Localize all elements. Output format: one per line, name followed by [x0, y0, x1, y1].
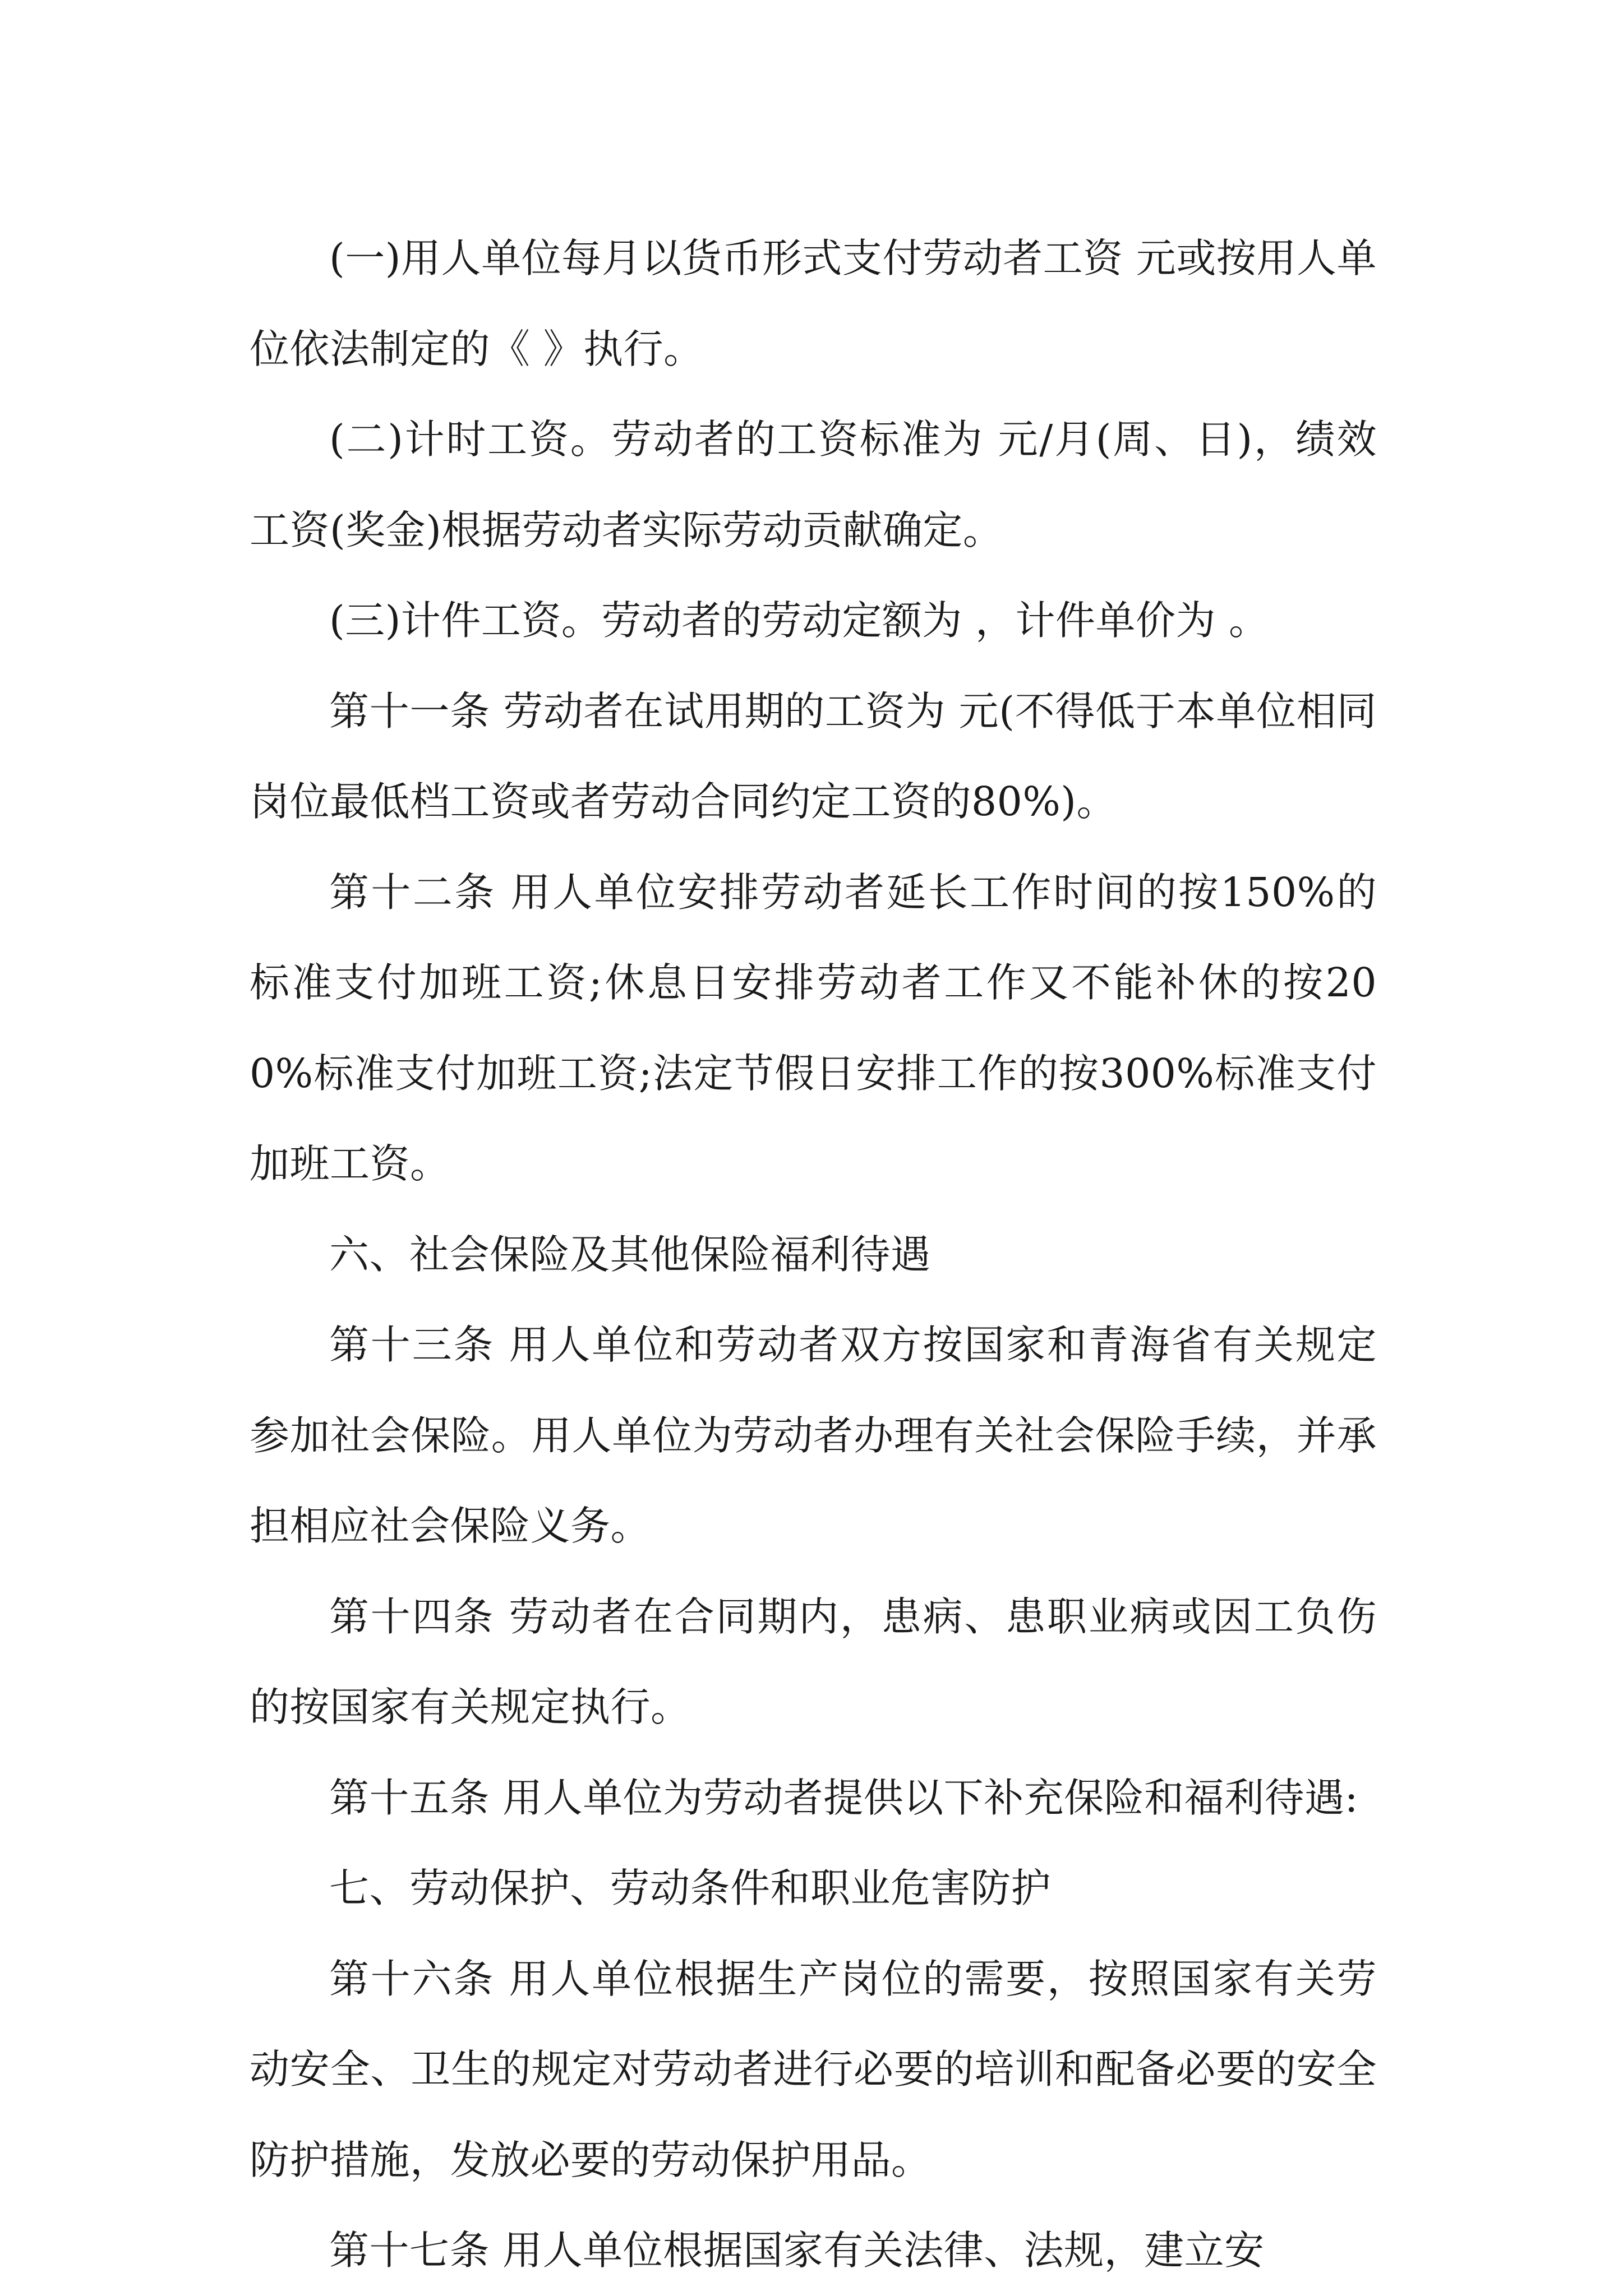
paragraph-time-wage: (二)计时工资。劳动者的工资标准为 元/月(周、日)，绩效工资(奖金)根据劳动者实际劳动贡献确定。: [250, 416, 1377, 553]
paragraph-article-17: 第十七条 用人单位根据国家有关法律、法规，建立安: [329, 2227, 1265, 2274]
section-heading-7: 七、劳动保护、劳动条件和职业危害防护: [329, 1865, 1052, 1911]
section-heading-6: 六、社会保险及其他保险福利待遇: [329, 1231, 931, 1278]
paragraph-article-13: 第十三条 用人单位和劳动者双方按国家和青海省有关规定参加社会保险。用人单位为劳动者办理有关社会保险手续，并承担相应社会保险义务。: [250, 1322, 1377, 1549]
paragraph-article-11: 第十一条 劳动者在试用期的工资为 元(不得低于本单位相同岗位最低档工资或者劳动合同约定工资的80%)。: [250, 687, 1377, 825]
paragraph-article-14: 第十四条 劳动者在合同期内，患病、患职业病或因工负伤的按国家有关规定执行。: [250, 1593, 1377, 1730]
document-body: [250, 213, 1377, 2296]
paragraph-piece-wage: (三)计件工资。劳动者的劳动定额为 ，计件单价为 。: [329, 597, 1269, 644]
paragraph-article-15: 第十五条 用人单位为劳动者提供以下补充保险和福利待遇:: [329, 1774, 1358, 1821]
paragraph-article-12: 第十二条 用人单位安排劳动者延长工作时间的按150%的标准支付加班工资;休息日安排劳动者工作又不能补休的按200%标准支付加班工资;法定节假日安排工作的按300%标准支付加班工资。: [250, 868, 1377, 1187]
paragraph-wage-monetary: (一)用人单位每月以货币形式支付劳动者工资 元或按用人单位依法制定的《 》执行。: [250, 235, 1377, 372]
paragraph-article-16: 第十六条 用人单位根据生产岗位的需要，按照国家有关劳动安全、卫生的规定对劳动者进行必要的培训和配备必要的安全防护措施，发放必要的劳动保护用品。: [250, 1955, 1377, 2183]
